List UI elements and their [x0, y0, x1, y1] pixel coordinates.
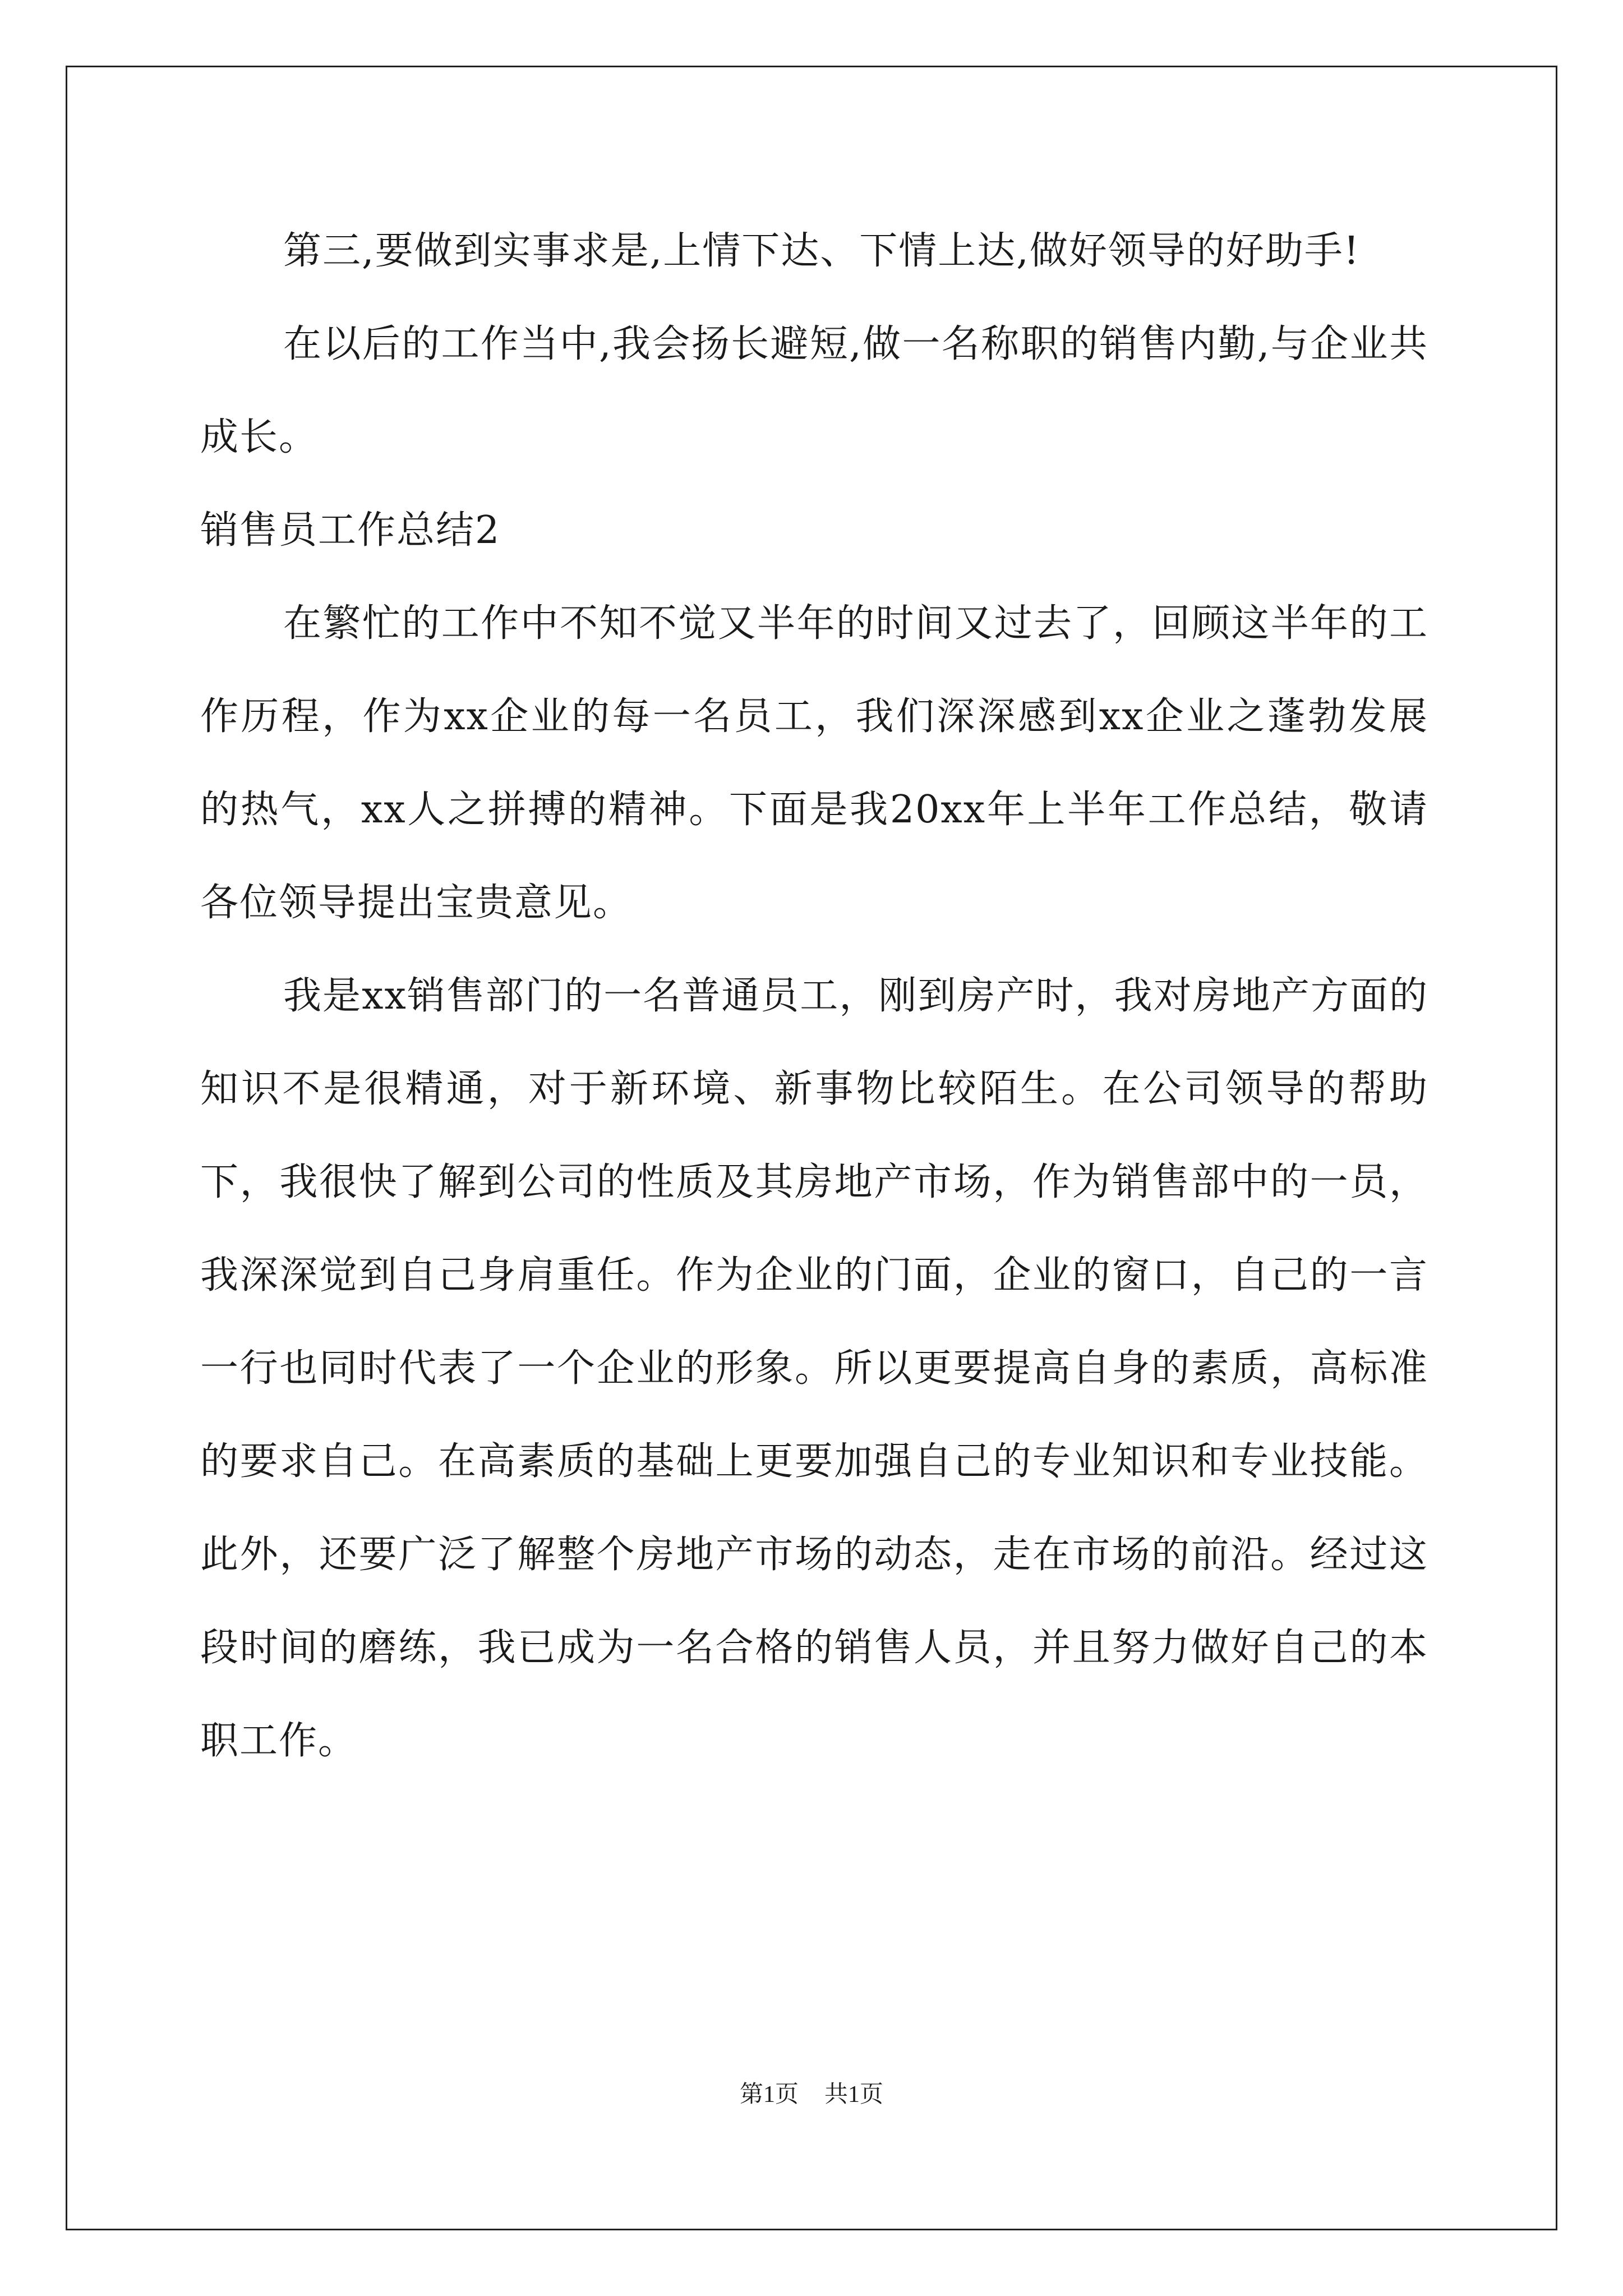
paragraph-future-work: 在以后的工作当中,我会扬长避短,做一名称职的销售内勤,与企业共成长。 [200, 322, 1428, 459]
page-number-total: 共1页 [824, 2082, 884, 2108]
paragraph-third-point: 第三,要做到实事求是,上情下达、下情上达,做好领导的好助手! [283, 229, 1361, 273]
section-heading: 销售员工作总结2 [200, 508, 501, 553]
paragraph-half-year-review: 在繁忙的工作中不知不觉又半年的时间又过去了，回顾这半年的工作历程，作为xx企业的每一名员工，我们深深感到xx企业之蓬勃发展的热气，xx人之拼搏的精神。下面是我20xx年上半年工作总结，敬请各位领导提出宝贵意见。 [200, 601, 1428, 925]
page-number-current: 第1页 [739, 2082, 799, 2108]
paragraph-sales-employee: 我是xx销售部门的一名普通员工，刚到房产时，我对房地产方面的知识不是很精通，对于新环境、新事物比较陌生。在公司领导的帮助下，我很快了解到公司的性质及其房地产市场，作为销售部中的一员，我深深觉到自己身肩重任。作为企业的门面，企业的窗口，自己的一言一行也同时代表了一个企业的形象。所以更要提高自身的素质，高标准的要求自己。在高素质的基础上更要加强自己的专业知识和专业技能。此外，还要广泛了解整个房地产市场的动态，走在市场的前沿。经过这段时间的磨练，我已成为一名合格的销售人员，并且努力做好自己的本职工作。 [200, 974, 1428, 1763]
document-body [200, 205, 1428, 1788]
page-footer [0, 2078, 1623, 2111]
